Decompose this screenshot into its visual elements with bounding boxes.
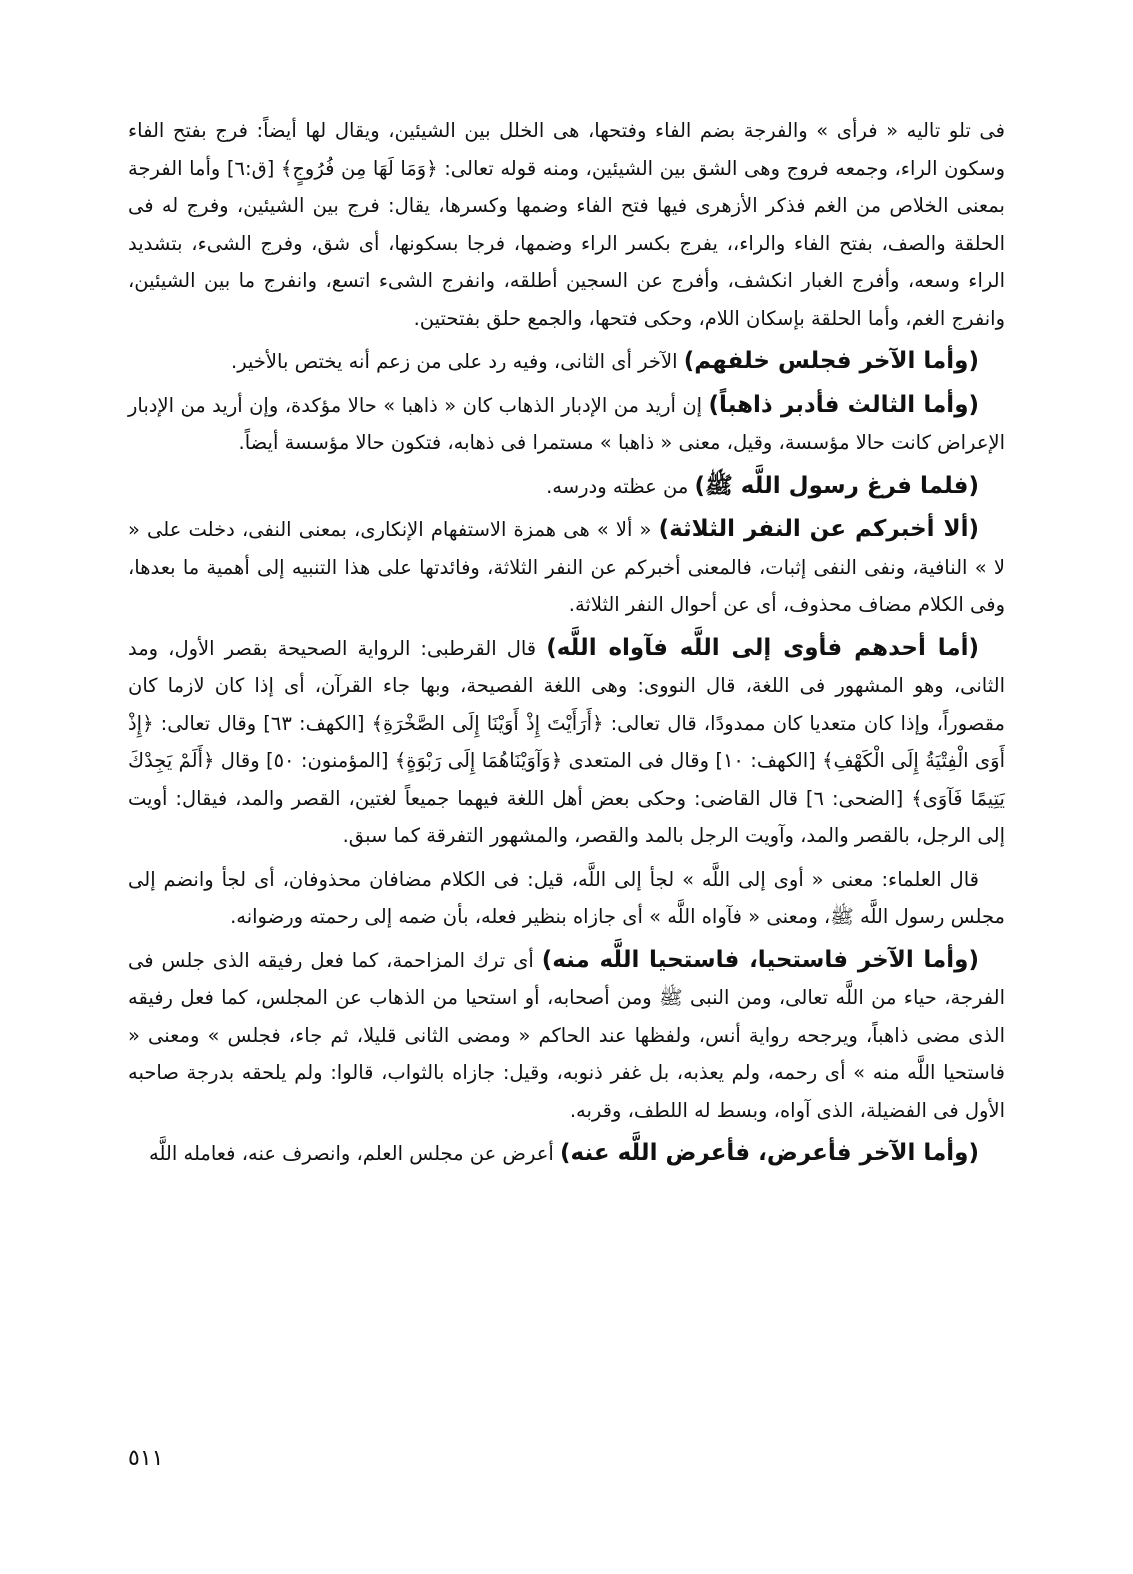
paragraph-5-heading: (ألا أخبركم عن النفر الثلاثة) xyxy=(658,516,979,542)
page-number: ٥١١ xyxy=(128,1446,164,1471)
paragraph-4 xyxy=(128,468,1005,506)
paragraph-1-text: فى تلو تاليه « فرأى » والفرجة بضم الفاء وفتحها، هى الخلل بين الشيئين، ويقال لها أيضاً: فرج بفتح الفاء وسكون الراء، وجمعه فروج وهى الشق بين الشيئين، ومنه قوله تعالى: ﴿وَمَا لَهَا مِن فُرُوجٍ﴾ [ق:٦] وأما الفرجة بمعنى الخلاص من الغم فذكر الأزهرى فيها فتح الفاء وضمها وكسرها، يقال: فرج بين الشيئين، وفرج له فى الحلقة والصف، بفتح الفاء والراء،، يفرج بكسر الراء وضمها، فرجا بسكونها، أى شق، وفرج الشىء، بتشديد الراء وسعه، وأفرج الغبار انكشف، وأفرج عن السجين أطلقه، وانفرج الشىء اتسع، وانفرج ما بين الشيئين، وانفرج الغم، وأما الحلقة بإسكان اللام، وحكى فتحها، والجمع حلق بفتحتين. xyxy=(128,119,1006,330)
paragraph-2 xyxy=(128,343,1005,381)
paragraph-6-text: قال القرطبى: الرواية الصحيحة بقصر الأول، ومد الثانى، وهو المشهور فى اللغة، قال النووى: وهى اللغة الفصيحة، وبها جاء القرآن، أى إذا كان لازما كان مقصوراً، وإذا كان متعديا كان ممدودًا، قال تعالى: ﴿أَرَأَيْتَ إِذْ أَوَيْنَا إِلَى الصَّخْرَةِ﴾ [الكهف: ٦٣] وقال تعالى: ﴿إِذْ أَوَى الْفِتْيَةُ إِلَى الْكَهْفِ﴾ [الكهف: ١٠] وقال فى المتعدى ﴿وَآوَيْنَاهُمَا إِلَى رَبْوَةٍ﴾ [المؤمنون: ٥٠] وقال ﴿أَلَمْ يَجِدْكَ يَتِيمًا فَآوَى﴾ [الضحى: ٦] قال القاضى: وحكى بعض أهل اللغة فيهما جميعاً لغتين، القصر والمد، فيقال: أويت إلى الرجل، بالقصر والمد، وآويت الرجل بالمد والقصر، والمشهور التفرقة كما سبق. xyxy=(128,636,1005,847)
paragraph-2-text: الآخر أى الثانى، وفيه رد على من زعم أنه يختص بالأخير. xyxy=(231,350,684,373)
paragraph-5 xyxy=(128,511,1005,624)
page-body xyxy=(128,112,1005,1179)
paragraph-2-heading: (وأما الآخر فجلس خلفهم) xyxy=(683,348,979,374)
paragraph-3-text: إن أريد من الإدبار الذهاب كان « ذاهبا » حالا مؤكدة، وإن أريد من الإدبار الإعراض كانت حالا مؤسسة، وقيل، معنى « ذاهبا » مستمرا فى ذهابه، فتكون حالا مؤسسة أيضاً. xyxy=(128,393,1005,454)
paragraph-3-heading: (وأما الثالث فأدبر ذاهباً) xyxy=(708,391,980,418)
paragraph-4-heading: (فلما فرغ رسول اللَّه ﷺ) xyxy=(694,472,979,499)
paragraph-8 xyxy=(128,942,1005,1130)
paragraph-6-heading: (أما أحدهم فأوى إلى اللَّه فآواه اللَّه) xyxy=(546,634,979,661)
paragraph-5-text: « ألا » هى همزة الاستفهام الإنكارى، بمعنى النفى، دخلت على « لا » النافية، ونفى النفى إثبات، فالمعنى أخبركم عن النفر الثلاثة، وفائدتها على هذا التنبيه إلى أهمية ما بعدها، وفى الكلام مضاف محذوف، أى عن أحوال النفر الثلاثة. xyxy=(128,518,1005,616)
paragraph-6 xyxy=(128,630,1005,855)
paragraph-4-text: من عظته ودرسه. xyxy=(546,474,695,498)
paragraph-3 xyxy=(128,387,1005,462)
paragraph-8-heading: (وأما الآخر فاستحيا، فاستحيا اللَّه منه) xyxy=(541,946,979,973)
paragraph-7-text: قال العلماء: معنى « أوى إلى اللَّه » لجأ إلى اللَّه، قيل: فى الكلام مضافان محذوفان، أى لجأ وانضم إلى مجلس رسول اللَّه ﷺ، ومعنى « فآواه اللَّه » أى جازاه بنظير فعله، بأن ضمه إلى رحمته ورضوانه. xyxy=(128,867,1005,928)
paragraph-8-text: أى ترك المزاحمة، كما فعل رفيقه الذى جلس فى الفرجة، حياء من اللَّه تعالى، ومن النبى ﷺ ومن أصحابه، أو استحيا من الذهاب عن المجلس، كما فعل رفيقه الذى مضى ذاهباً، ويرجحه رواية أنس، ولفظها عند الحاكم « ومضى الثانى قليلا، ثم جاء، فجلس » ومعنى « فاستحيا اللَّه منه » أى رحمه، ولم يعذبه، بل غفر ذنوبه، وقيل: جازاه بالثواب، قالوا: ولم يلحقه بدرجة صاحبه الأول فى الفضيلة، الذى آواه، وبسط له اللطف، وقربه. xyxy=(128,948,1005,1122)
paragraph-9-heading: (وأما الآخر فأعرض، فأعرض اللَّه عنه) xyxy=(560,1140,979,1166)
paragraph-1 xyxy=(128,112,1005,337)
paragraph-9-text: أعرض عن مجلس العلم، وانصرف عنه، فعامله اللَّه xyxy=(149,1142,561,1165)
paragraph-7 xyxy=(128,861,1005,936)
paragraph-9 xyxy=(128,1135,1005,1173)
